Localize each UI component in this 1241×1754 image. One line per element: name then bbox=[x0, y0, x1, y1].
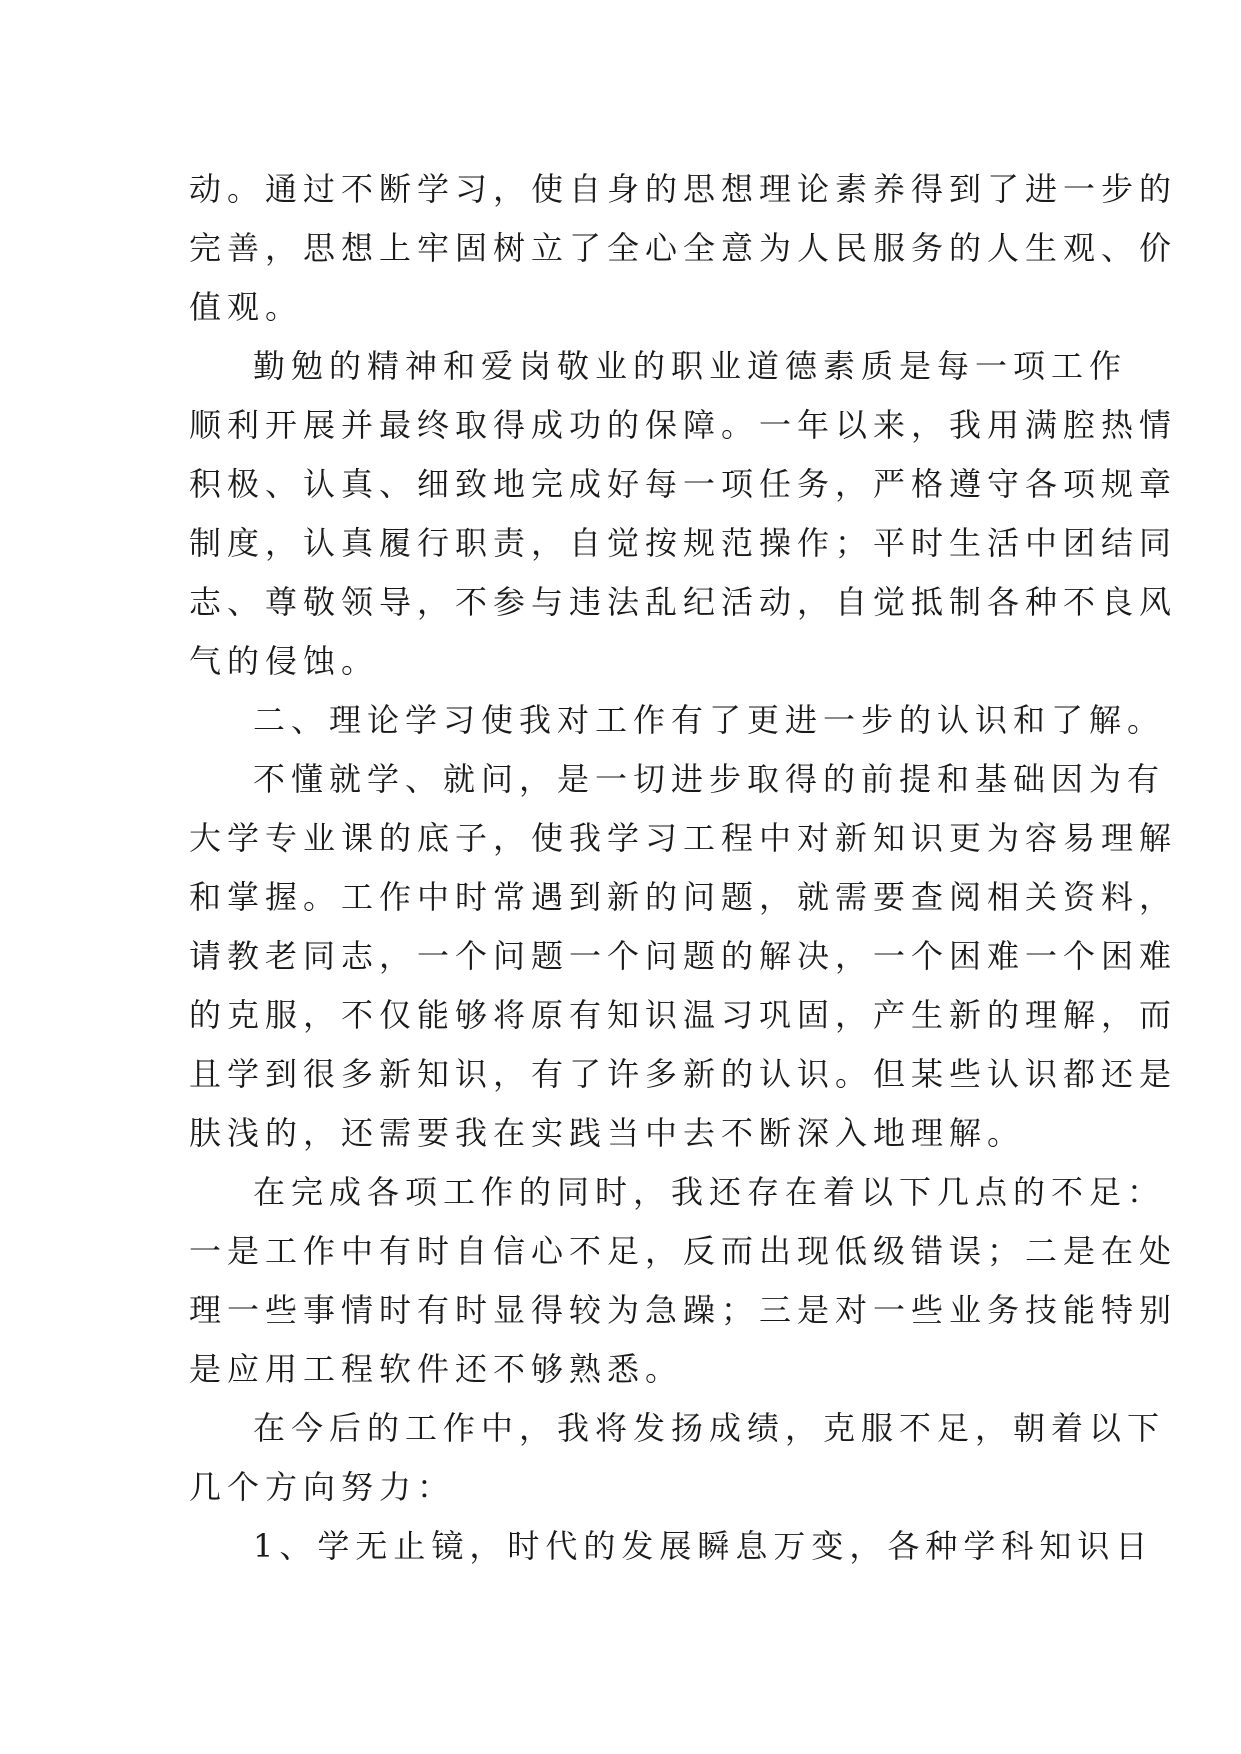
text-line: 是应用工程软件还不够熟悉。 bbox=[189, 1350, 684, 1388]
text-line: 二、理论学习使我对工作有了更进一步的认识和了解。 bbox=[253, 701, 1166, 739]
text-line: 完善，思想上牢固树立了全心全意为人民服务的人生观、价 bbox=[189, 229, 1178, 267]
text-line: 且学到很多新知识，有了许多新的认识。但某些认识都还是 bbox=[189, 1055, 1178, 1093]
text-line: 在完成各项工作的同时，我还存在着以下几点的不足： bbox=[253, 1173, 1166, 1211]
text-line: 顺利开展并最终取得成功的保障。一年以来，我用满腔热情 bbox=[189, 406, 1178, 444]
text-line: 大学专业课的底子，使我学习工程中对新知识更为容易理解 bbox=[189, 819, 1178, 857]
text-line: 不懂就学、就问，是一切进步取得的前提和基础因为有 bbox=[253, 760, 1166, 798]
document-body bbox=[189, 160, 1178, 1576]
text-line: 一是工作中有时自信心不足，反而出现低级错误；二是在处 bbox=[189, 1232, 1178, 1270]
text-line: 在今后的工作中，我将发扬成绩，克服不足，朝着以下 bbox=[253, 1409, 1166, 1447]
text-line: 肤浅的，还需要我在实践当中去不断深入地理解。 bbox=[189, 1114, 1026, 1152]
text-line: 制度，认真履行职责，自觉按规范操作；平时生活中团结同 bbox=[189, 524, 1178, 562]
text-line: 几个方向努力： bbox=[189, 1468, 456, 1506]
text-line: 值观。 bbox=[189, 288, 304, 326]
text-line: 勤勉的精神和爱岗敬业的职业道德素质是每一项工作 bbox=[253, 347, 1128, 385]
text-line: 志、尊敬领导，不参与违法乱纪活动，自觉抵制各种不良风 bbox=[189, 583, 1178, 621]
text-line: 和掌握。工作中时常遇到新的问题，就需要查阅相关资料， bbox=[189, 878, 1178, 916]
text-line: 理一些事情时有时显得较为急躁；三是对一些业务技能特别 bbox=[189, 1291, 1178, 1329]
text-line: 1、学无止镜，时代的发展瞬息万变，各种学科知识日 bbox=[253, 1527, 1154, 1565]
text-line: 气的侵蚀。 bbox=[189, 642, 380, 680]
text-line: 的克服，不仅能够将原有知识温习巩固，产生新的理解，而 bbox=[189, 996, 1178, 1034]
text-line: 积极、认真、细致地完成好每一项任务，严格遵守各项规章 bbox=[189, 465, 1178, 503]
text-line: 动。通过不断学习，使自身的思想理论素养得到了进一步的 bbox=[189, 170, 1178, 208]
text-line: 请教老同志，一个问题一个问题的解决，一个困难一个困难 bbox=[189, 937, 1178, 975]
